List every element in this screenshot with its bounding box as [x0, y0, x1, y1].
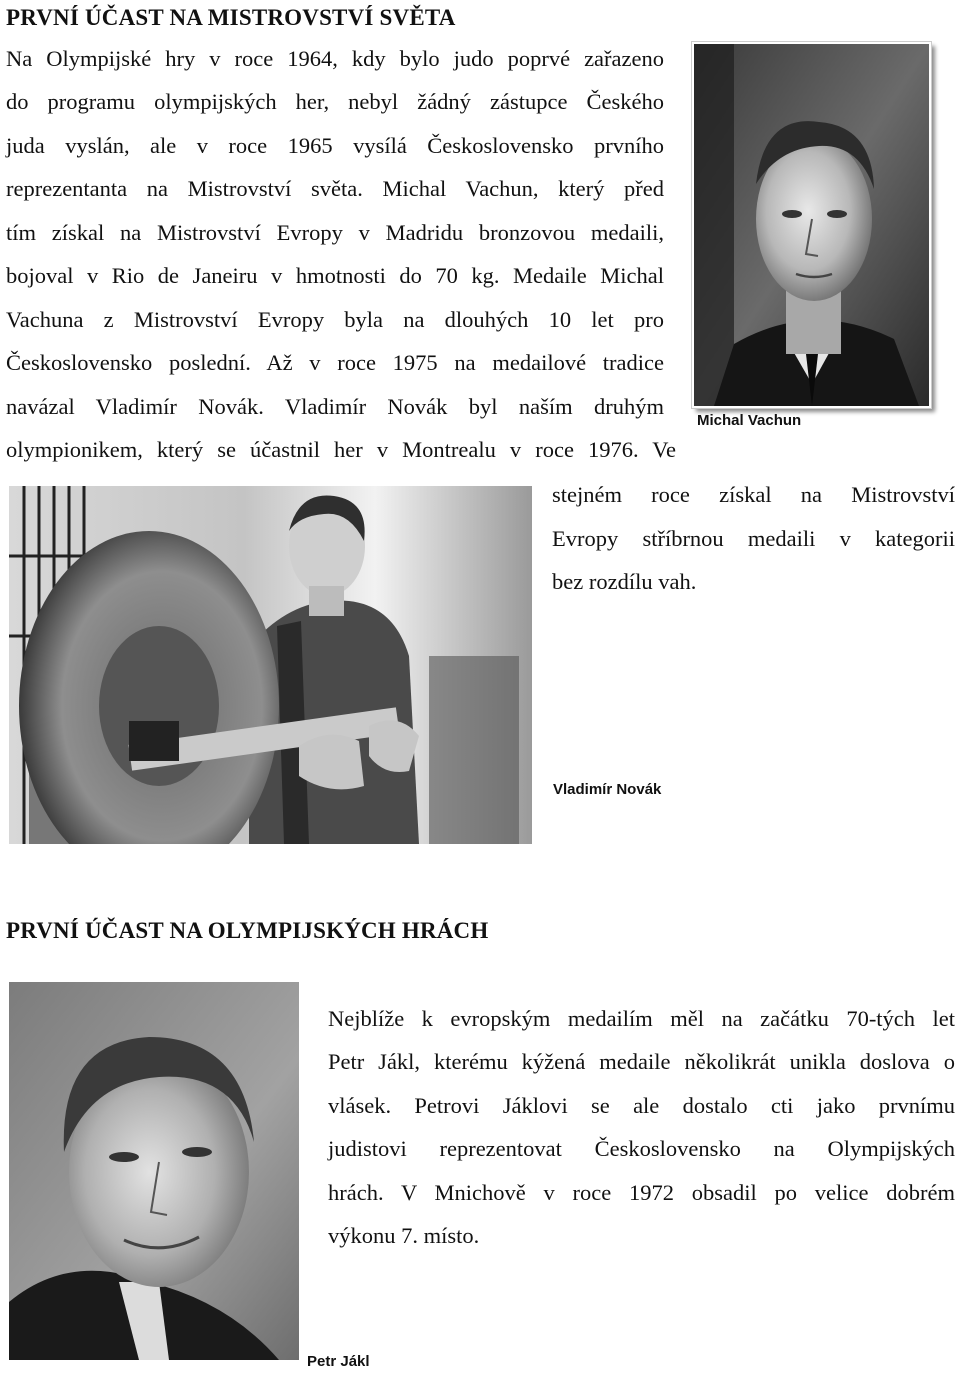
photo-caption: Vladimír Novák	[553, 781, 662, 798]
paragraph-line: Československo poslední. Až v roce 1975 na medailové tradice	[6, 350, 664, 375]
paragraph-line: judistovi reprezentovat Československo na Olympijských	[328, 1136, 955, 1161]
paragraph-line: výkonu 7. místo.	[328, 1223, 480, 1248]
photo-caption: Michal Vachun	[697, 412, 802, 429]
paragraph-line: stejném roce získal na Mistrovství	[552, 482, 955, 507]
photo-michal-vachun	[692, 42, 931, 408]
paragraph-line: navázal Vladimír Novák. Vladimír Novák byl naším druhým	[6, 394, 664, 419]
paragraph-line: juda vyslán, ale v roce 1965 vysílá Československo prvního	[6, 133, 664, 158]
section-heading-olympic-games: PRVNÍ ÚČAST NA OLYMPIJSKÝCH HRÁCH	[6, 918, 489, 943]
photo-vladimir-novak	[9, 486, 532, 844]
portrait-image	[694, 44, 929, 406]
section-heading-world-championship: PRVNÍ ÚČAST NA MISTROVSTVÍ SVĚTA	[6, 5, 456, 30]
paragraph-line: bez rozdílu vah.	[552, 569, 697, 594]
paragraph-line: Vachuna z Mistrovství Evropy byla na dlouhých 10 let pro	[6, 307, 664, 332]
weightlifting-image	[9, 486, 532, 844]
paragraph-line: Petr Jákl, kterému kýžená medaile několikrát unikla doslova o	[328, 1049, 955, 1074]
paragraph-line: Evropy stříbrnou medaili v kategorii	[552, 526, 955, 551]
paragraph-line: do programu olympijských her, nebyl žádný zástupce Českého	[6, 89, 664, 114]
paragraph-line: tím získal na Mistrovství Evropy v Madridu bronzovou medaili,	[6, 220, 664, 245]
portrait-image	[9, 982, 299, 1360]
paragraph-line: bojoval v Rio de Janeiru v hmotnosti do 70 kg. Medaile Michal	[6, 263, 664, 288]
paragraph-line: hrách. V Mnichově v roce 1972 obsadil po velice dobrém	[328, 1180, 955, 1205]
photo-caption: Petr Jákl	[307, 1353, 370, 1370]
paragraph-line: olympionikem, který se účastnil her v Montrealu v roce 1976. Ve	[6, 437, 676, 462]
paragraph-line: Na Olympijské hry v roce 1964, kdy bylo judo poprvé zařazeno	[6, 46, 664, 71]
paragraph-line: reprezentanta na Mistrovství světa. Michal Vachun, který před	[6, 176, 664, 201]
paragraph-line: Nejblíže k evropským medailím měl na začátku 70-tých let	[328, 1006, 955, 1031]
photo-petr-jakl	[9, 982, 299, 1360]
paragraph-line: vlásek. Petrovi Jáklovi se ale dostalo cti jako prvnímu	[328, 1093, 955, 1118]
